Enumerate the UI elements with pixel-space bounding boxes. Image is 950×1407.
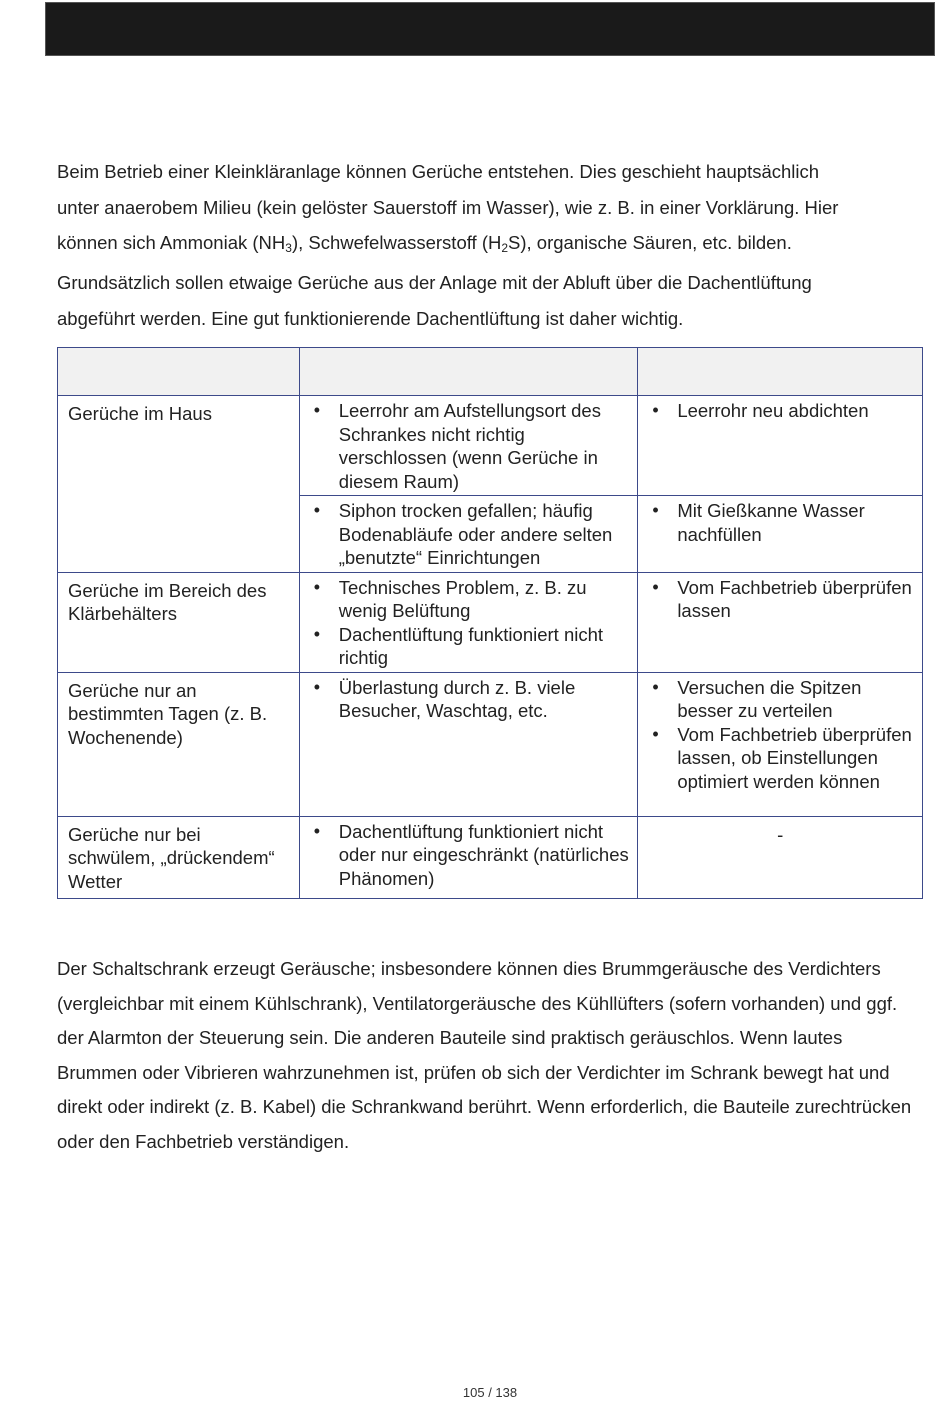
remedy-cell xyxy=(638,496,923,573)
header-cell-remedy xyxy=(638,348,923,396)
symptom-cell: Gerüche im Haus xyxy=(58,396,300,573)
intro-line: Beim Betrieb einer Kleinkläranlage können Gerüche entstehen. Dies geschieht hauptsächlich xyxy=(57,161,820,182)
remedy-cell xyxy=(638,572,923,672)
symptom-cell: Gerüche nur bei schwülem, „drückendem“ Wetter xyxy=(58,816,300,898)
symptom-cell: Gerüche im Bereich des Klärbehälters xyxy=(58,572,300,672)
list-item: • Vom Fachbetrieb überprüfen lassen xyxy=(650,576,916,623)
smell-troubleshooting-table xyxy=(57,347,923,899)
header-bar xyxy=(45,2,935,56)
cause-cell xyxy=(299,672,638,816)
list-item: • Siphon trocken gefallen; häufig Bodenabläufe oder andere selten „benutzte“ Einrichtungen xyxy=(312,499,632,570)
list-item: • Dachentlüftung funktioniert nicht richtig xyxy=(312,623,632,670)
noise-paragraph: Der Schaltschrank erzeugt Geräusche; insbesondere können dies Brummgeräusche des Verdichters (vergleichbar mit einem Kühlschrank), Ventilatorgeräusche des Kühllüfters (sofern vorhanden) und ggf. der Alarmton der Steuerung sein. Die anderen Bauteile sind praktisch geräuschlos. Wenn lautes Brummen oder Vibrieren wahrzunehmen ist, prüfen ob sich der Verdichter im Schrank bewegt hat und direkt oder indirekt (z. B. Kabel) die Schrankwand berührt. Wenn erforderlich, die Bauteile zurechtrücken oder den Fachbetrieb verständigen. xyxy=(57,958,912,1152)
table-row xyxy=(58,816,923,898)
symptom-cell: Gerüche nur an bestimmten Tagen (z. B. Wochenende) xyxy=(58,672,300,816)
ventilation-line: Grundsätzlich sollen etwaige Gerüche aus der Anlage mit der Abluft über die Dachentlüftung xyxy=(57,272,812,293)
header-cell-symptom xyxy=(58,348,300,396)
remedy-cell xyxy=(638,396,923,496)
list-item: • Überlastung durch z. B. viele Besucher, Waschtag, etc. xyxy=(312,676,632,723)
remedy-dash: - xyxy=(777,823,784,845)
remedy-cell xyxy=(638,672,923,816)
list-item: • Mit Gießkanne Wasser nachfüllen xyxy=(650,499,916,546)
ventilation-paragraph xyxy=(57,265,927,336)
remedy-cell xyxy=(638,816,923,898)
header-cell-cause xyxy=(299,348,638,396)
intro-line: können sich Ammoniak $(NH_3)$, Schwefelwasserstoff $(H_2S)$, organische Säuren, etc. bilden. xyxy=(57,232,792,255)
list-item: • Leerrohr neu abdichten xyxy=(650,399,916,423)
cause-cell xyxy=(299,816,638,898)
cause-cell xyxy=(299,496,638,573)
list-item: • Dachentlüftung funktioniert nicht oder nur eingeschränkt (natürliches Phänomen) xyxy=(312,820,632,891)
ventilation-line: abgeführt werden. Eine gut funktionierende Dachentlüftung ist daher wichtig. xyxy=(57,307,684,329)
intro-line: unter anaerobem Milieu (kein gelöster Sauerstoff im Wasser), wie z. B. in einer Vorklärung. Hier xyxy=(57,196,839,218)
table-row xyxy=(58,396,923,496)
list-item: • Technisches Problem, z. B. zu wenig Belüftung xyxy=(312,576,632,623)
intro-paragraph xyxy=(57,154,927,261)
table-row xyxy=(58,672,923,816)
cause-cell xyxy=(299,396,638,496)
page-number: 105 / 138 xyxy=(462,1385,518,1400)
cause-cell xyxy=(299,572,638,672)
list-item: • Leerrohr am Aufstellungsort des Schrankes nicht richtig verschlossen (wenn Gerüche in diesem Raum) xyxy=(312,399,632,493)
list-item: • Versuchen die Spitzen besser zu verteilen xyxy=(650,676,916,723)
table-header-row xyxy=(58,348,923,396)
list-item: • Vom Fachbetrieb überprüfen lassen, ob Einstellungen optimiert werden können xyxy=(650,723,916,794)
table-row xyxy=(58,572,923,672)
